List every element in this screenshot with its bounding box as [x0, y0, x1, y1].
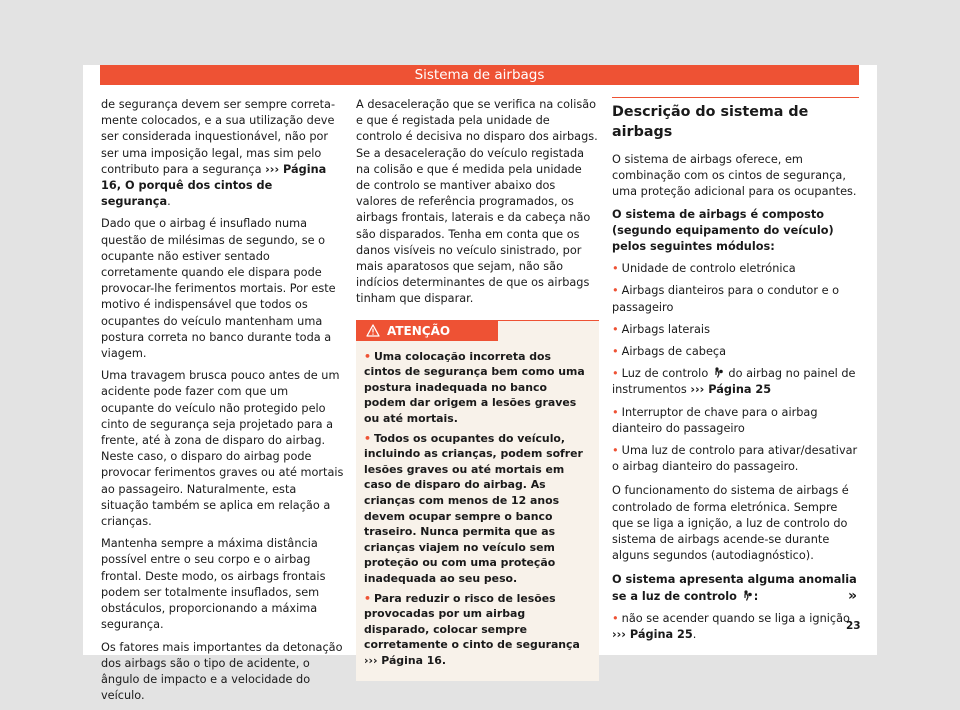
paragraph-sudden-braking: Uma travagem brusca pouco antes de um acidente pode fazer com que um ocupante do veículo não protegido pelo cinto de segurança seja projetado para a frente, até à zona de disparo do airbag. Neste caso, o disparo do airbag pode provocar ferimentos graves ou até mortais ao passageiro. Naturalmente, esta situação também se aplica em relação a crianças.: [101, 369, 344, 529]
list-item: • Interruptor de chave para o airbag dianteiro do passageiro: [612, 405, 818, 435]
list-item: • Airbags dianteiros para o condutor e o passageiro: [612, 284, 840, 314]
airbag-warning-light-icon: [743, 590, 752, 601]
column-1: [101, 97, 344, 710]
continuation-mark: »: [848, 588, 858, 604]
paragraph-distance: Mantenha sempre a máxima distância possível entre o seu corpo e o airbag frontal. Deste modo, os airbags frontais podem ser totalmente insuflados, sem obstáculos, proporcionando a máxima segurança.: [101, 537, 326, 632]
warning-title: ATENÇÃO: [387, 323, 451, 338]
warning-box: [356, 320, 599, 681]
column-2: [356, 97, 599, 681]
bullet-icon: •: [364, 431, 371, 445]
bullet-icon: •: [612, 444, 619, 458]
bullet-icon: •: [612, 405, 619, 419]
chapter-title: Sistema de airbags: [414, 67, 545, 83]
page-number: 23: [846, 620, 861, 632]
page-reference-link[interactable]: ››› Página 16: [364, 653, 442, 667]
chapter-header: [100, 65, 859, 85]
paragraph-deceleration: A desaceleração que se verifica na colisão e que é registada pela unidade de controlo é decisiva no disparo dos airbags. Se a desaceleração do veículo registada na colisão e que é medida pela unidade de controlo se mantiver abaixo dos valores de referência programados, os airbags frontais, laterais e da cabeça não são disparados. Tenha em conta que os danos visíveis no veículo sinistrado, por mais aparatosos que sejam, não são indícios determinantes de que os airbags tinham que disparar.: [356, 98, 598, 306]
airbag-warning-light-icon: [714, 367, 723, 378]
section-heading: Descrição do sistema de airbags: [612, 97, 859, 142]
list-item: • Airbags laterais: [612, 322, 710, 336]
list-item: • Luz de controlo do airbag no painel de instrumentos ››› Página 25: [612, 367, 856, 397]
list-item: • Uma luz de controlo para ativar/desativar o airbag dianteiro do passageiro.: [612, 444, 858, 474]
page-reference-link[interactable]: ››› Página 25: [612, 628, 693, 642]
warning-triangle-icon: [366, 324, 380, 337]
paragraph-intro: O sistema de airbags oferece, em combinação com os cintos de segurança, uma proteção adicional para os ocupantes.: [612, 153, 857, 199]
list-item: • Unidade de controlo eletrónica: [612, 262, 796, 276]
warning-item: • Uma colocação incorreta dos cintos de segurança bem como uma postura inadequada no banco podem dar origem a lesões graves ou até mortais.: [364, 349, 585, 426]
paragraph-detonation-factors: Os fatores mais importantes da detonação dos airbags são o tipo de acidente, o ângulo de impacto e a velocidade do veículo.: [101, 640, 343, 703]
bullet-icon: •: [612, 262, 619, 276]
list-item: • não se acender quando se liga a ignição ››› Página 25.: [612, 611, 850, 642]
page-reference-link[interactable]: ››› Página 16, O porquê dos cintos de segurança: [101, 162, 327, 209]
warning-body: [356, 341, 599, 681]
bullet-icon: •: [364, 349, 371, 363]
bullet-icon: •: [612, 345, 619, 359]
bullet-icon: •: [364, 591, 371, 605]
bullet-icon: •: [612, 367, 619, 381]
warning-header: [356, 321, 498, 341]
list-item: • Airbags de cabeça: [612, 345, 727, 359]
paragraph-anomaly: O sistema apresenta alguma anomalia se a luz de controlo :: [612, 573, 857, 603]
column-3: [612, 97, 859, 649]
bullet-icon: •: [612, 611, 619, 625]
paragraph-seatbelt-importance: de segurança devem ser sempre corretamente colocados, e a sua utilização deve ser considerada inquestionável, não por ser uma imposição legal, mas sim pelo contributo para a segurança ››› Página 16, O porquê dos cintos de segurança.: [101, 98, 336, 209]
bullet-icon: •: [612, 322, 619, 336]
paragraph-airbag-inflation: Dado que o airbag é insuflado numa questão de milésimas de segundo, se o ocupante não estiver sentado corretamente quando ele dispara pode provocar-lhe ferimentos mortais. Por este motivo é indispensável que todos os ocupantes do veículo mantenham uma postura correta no banco durante toda a viagem.: [101, 217, 336, 361]
paragraph-composed-of: O sistema de airbags é composto (segundo equipamento do veículo) pelos seguintes módulos:: [612, 207, 834, 254]
bullet-icon: •: [612, 284, 619, 298]
page-reference-link[interactable]: ››› Página 25: [690, 383, 772, 397]
paragraph-electronic-control: O funcionamento do sistema de airbags é controlado de forma eletrónica. Sempre que se liga a ignição, a luz de controlo do sistema de airbags acende-se durante alguns segundos (autodiagnóstico).: [612, 484, 849, 563]
warning-item: • Todos os ocupantes do veículo, incluindo as crianças, podem sofrer lesões graves ou até mortais em caso de disparo do airbag. As crianças com menos de 12 anos devem ocupar sempre o banco traseiro. Nunca permita que as crianças viajem no veículo sem proteção ou com uma proteção inadequada ao seu peso.: [364, 431, 583, 585]
warning-item: • Para reduzir o risco de lesões provocadas por um airbag disparado, colocar sempre corretamente o cinto de segurança ››› Página 16.: [364, 591, 580, 667]
